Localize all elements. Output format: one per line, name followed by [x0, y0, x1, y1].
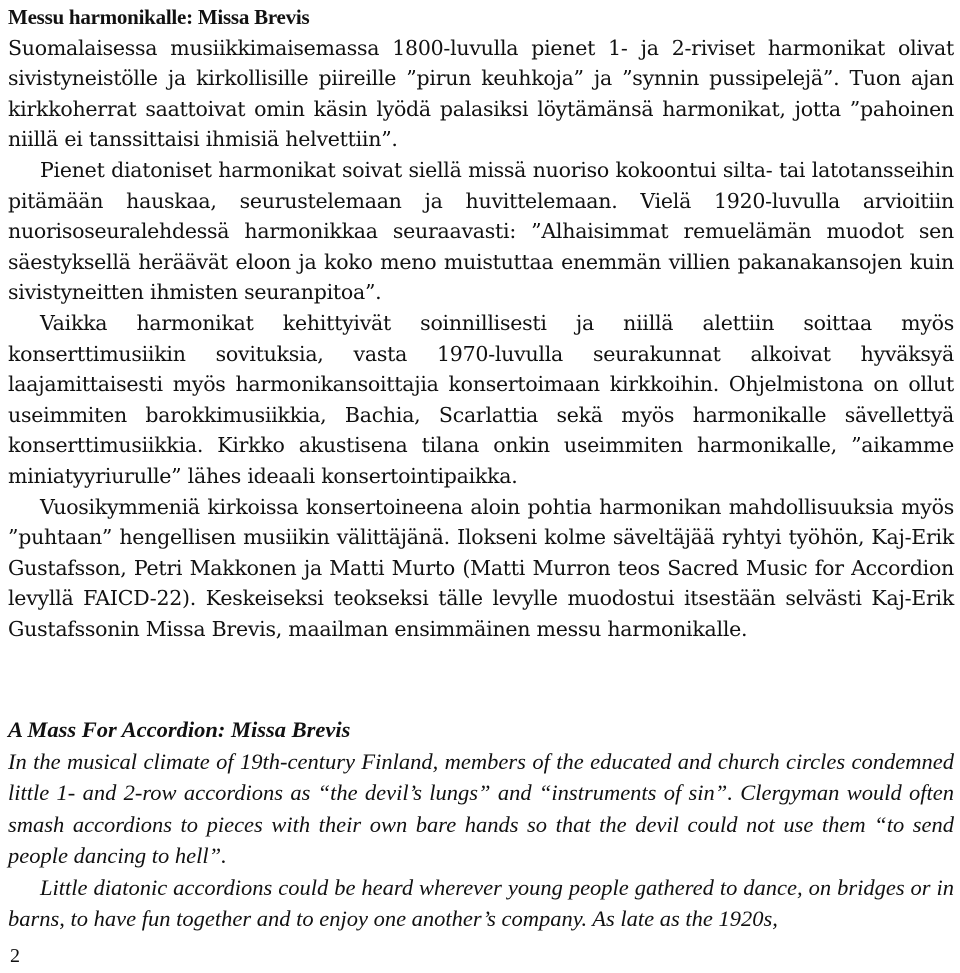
english-title: A Mass For Accordion: Missa Brevis: [8, 717, 351, 742]
finnish-paragraph-2: Pienet diatoniset harmonikat soivat siellä missä nuoriso kokoontui silta- tai latotansseihin pitämään hauskaa, seurustelemaan ja huvittelemaan. Vielä 1920-luvulla arvioitiin nuorisoseuralehdessä harmonikkaa seuraavasti: ”Alhaisimmat remuelämän muodot sen säestyksellä heräävät eloon ja koko meno muistuttaa enemmän villien pakanakansojen kuin sivistyneitten ihmisten seuranpitoa”.: [8, 157, 954, 305]
finnish-paragraph-1: Suomalaisessa musiikkimaisemassa 1800-luvulla pienet 1- ja 2-riviset harmonikat olivat sivistyneistölle ja kirkollisille piireille ”pirun keuhkoja” ja ”synnin pussipelejä”. Tuon ajan kirkkoherrat saattoivat omin käsin lyödä palasiksi löytämänsä harmonikat, jotta ”pahoinen niillä ei tanssittaisi ihmisiä helvettiin”.: [8, 35, 954, 152]
english-section: [8, 714, 954, 935]
english-paragraph-2: Little diatonic accordions could be heard wherever young people gathered to dance, on bridges or in barns, to have fun together and to enjoy one another’s company. As late as the 1920s,: [8, 874, 954, 931]
finnish-paragraph-4: Vuosikymmeniä kirkoissa konsertoineena aloin pohtia harmonikan mahdollisuuksia myös ”puhtaan” hengellisen musiikin välittäjänä. Ilokseni kolme säveltäjää ryhtyi työhön, Kaj-Erik Gustafsson, Petri Makkonen ja Matti Murto (Matti Murron teos Sacred Music for Accordion levyllä FAICD-22). Keskeiseksi teokseksi tälle levylle muodostui itsestään selvästi Kaj-Erik Gustafssonin Missa Brevis, maailman ensimmäinen messu harmonikalle.: [8, 494, 954, 641]
document-page: [8, 2, 954, 931]
page-number: 2: [10, 945, 20, 967]
finnish-section: [8, 2, 954, 644]
finnish-title: Messu harmonikalle: Missa Brevis: [8, 5, 310, 29]
finnish-paragraph-3: Vaikka harmonikat kehittyivät soinnillisesti ja niillä alettiin soittaa myös konserttimusiikin sovituksia, vasta 1970-luvulla seurakunnat alkoivat hyväksyä laajamittaisesti myös harmonikansoittajia konsertoimaan kirkkoihin. Ohjelmistona on ollut useimmiten barokkimusiikkia, Bachia, Scarlattia sekä myös harmonikalle sävellettyä konserttimusiikkia. Kirkko akustisena tilana onkin useimmiten harmonikalle, ”aikamme miniatyyriurulle” lähes ideaali konsertointipaikka.: [8, 310, 954, 488]
english-paragraph-1: In the musical climate of 19th-century Finland, members of the educated and church circles condemned little 1- and 2-row accordions as “the devil’s lungs” and “instruments of sin”. Clergyman would often smash accordions to pieces with their own bare hands so that the devil could not use them “to send people dancing to hell”.: [8, 748, 954, 868]
